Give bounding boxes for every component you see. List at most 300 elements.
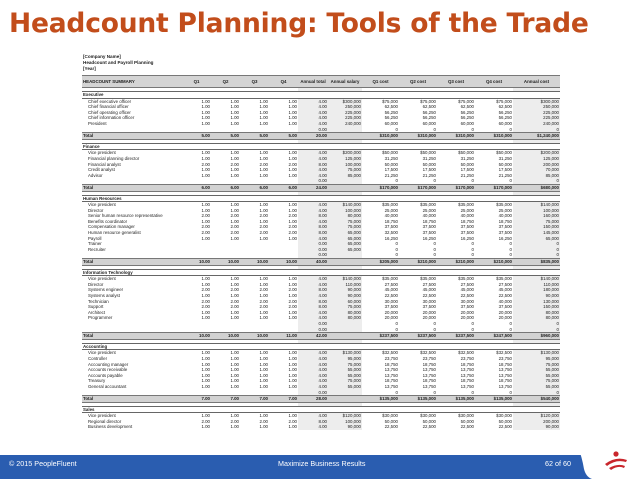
cell-annual-total: 4.00 <box>298 310 328 316</box>
cell-q4: 2.00 <box>288 304 297 310</box>
cell-q4-cost: 40,000 <box>498 213 512 219</box>
cell-annual-cost: 150,000 <box>513 304 560 310</box>
cell-q2: 1.00 <box>230 150 239 156</box>
cell-annual-salary: $120,000 <box>328 413 362 419</box>
cell-q3-cost: 22,500 <box>460 293 474 298</box>
column-header-annual-cost: Annual cost <box>513 76 560 88</box>
cell-annual-cost: 145,000 <box>513 230 560 236</box>
cell-annual-salary: 240,000 <box>328 121 362 127</box>
cell-q2-cost: 0 <box>433 246 436 252</box>
cell-annual-salary: 55,000 <box>328 373 362 379</box>
cell-q1: 2.00 <box>201 213 210 219</box>
cell-q1: 2.00 <box>201 418 210 424</box>
cell-q1-cost: 50,000 <box>384 418 398 424</box>
cell-q2-cost: 0 <box>433 126 436 132</box>
cell-q4-cost: 0 <box>509 178 512 184</box>
cell-annual-salary: 80,000 <box>328 213 362 219</box>
total-q3: 10.00 <box>240 259 269 266</box>
cell-q1-cost: 37,500 <box>384 304 398 310</box>
cell-annual-cost: 70,000 <box>513 167 560 173</box>
cell-q2: 1.00 <box>230 293 239 298</box>
cell-q1: 1.00 <box>201 367 210 373</box>
total-annual-total: 28.00 <box>298 396 328 403</box>
cell-role: Accounting manager <box>88 361 129 367</box>
cell-q1: 1.00 <box>201 172 210 178</box>
cell-role: Senior human resource representative <box>88 213 163 219</box>
cell-q4-cost: 50,000 <box>498 418 512 424</box>
cell-q2-cost: 18,750 <box>422 218 436 224</box>
cell-q1-cost: 25,000 <box>384 207 398 213</box>
cell-q2-cost: $32,500 <box>420 350 436 356</box>
cell-q2-cost: 56,250 <box>422 115 436 121</box>
cell-q4: 1.00 <box>288 367 297 373</box>
total-role: Total <box>82 333 182 340</box>
cell-q4: 1.00 <box>288 315 297 321</box>
cell-q2: 1.00 <box>230 367 239 373</box>
cell-annual-cost: $120,000 <box>513 413 560 419</box>
cell-role: Accounts payable <box>88 372 123 378</box>
cell-role: Systems analyst <box>88 293 120 298</box>
cell-q3-cost: 56,250 <box>460 109 474 115</box>
cell-annual-total: 4.00 <box>298 373 328 379</box>
cell-q2: 1.00 <box>230 235 239 241</box>
cell-q2-cost: 13,750 <box>422 383 436 389</box>
section-header-row <box>82 92 560 99</box>
cell-q1: 2.00 <box>201 298 210 304</box>
cell-annual-total: 4.00 <box>298 98 328 104</box>
cell-annual-salary: 95,000 <box>328 356 362 362</box>
cell-q3: 1.00 <box>259 172 268 178</box>
total-q1-cost: $310,000 <box>362 133 399 140</box>
cell-q1-cost: 60,000 <box>384 120 398 126</box>
section-name: Accounting <box>82 343 560 350</box>
cell-q3: 1.00 <box>259 372 268 378</box>
cell-q1: 2.00 <box>201 224 210 230</box>
cell-annual-salary: 85,000 <box>328 173 362 179</box>
total-q3: 10.00 <box>240 333 269 340</box>
cell-q3: 1.00 <box>259 109 268 115</box>
cell-annual-total: 4.00 <box>298 219 328 225</box>
column-header-q4: Q4 <box>269 76 298 88</box>
cell-q3-cost: 0 <box>471 178 474 184</box>
cell-annual-salary: $200,000 <box>328 150 362 156</box>
cell-annual-total: 4.00 <box>298 350 328 356</box>
cell-q4: 1.00 <box>288 309 297 315</box>
cell-annual-salary: 65,000 <box>328 247 362 253</box>
cell-q2-cost: 22,500 <box>422 424 436 430</box>
cell-q2-cost: 23,750 <box>422 355 436 361</box>
total-q3-cost: $170,000 <box>437 184 475 191</box>
cell-q1-cost: 37,500 <box>384 224 398 230</box>
cell-annual-salary: 60,000 <box>328 299 362 305</box>
cell-q3: 1.00 <box>259 115 268 121</box>
cell-q1: 2.00 <box>201 304 210 310</box>
cell-annual-total: 4.00 <box>298 276 328 282</box>
cell-q4-cost: 45,000 <box>498 287 512 293</box>
total-q1-cost: $135,000 <box>362 396 399 403</box>
headcount-table <box>82 75 560 430</box>
cell-q3-cost: 56,250 <box>460 115 474 121</box>
total-q4: 5.00 <box>269 133 298 140</box>
cell-q4-cost: 0 <box>509 246 512 252</box>
cell-q3: 2.00 <box>259 230 268 236</box>
section-header-row <box>82 269 560 276</box>
total-row <box>82 333 560 340</box>
total-role: Total <box>82 184 182 191</box>
cell-q3-cost: 25,000 <box>460 207 474 213</box>
cell-q1: 1.00 <box>201 167 210 173</box>
cell-annual-total: 4.00 <box>298 424 328 430</box>
cell-q1-cost: 0 <box>395 252 398 258</box>
cell-q2: 1.00 <box>230 172 239 178</box>
cell-role: General accountant <box>88 383 127 389</box>
total-role: Total <box>82 259 182 266</box>
column-header-role: HEADCOUNT SUMMARY <box>82 76 182 88</box>
cell-role: Vice president <box>88 150 116 156</box>
total-q2-cost: $237,500 <box>399 333 437 340</box>
total-q2-cost: $210,000 <box>399 259 437 266</box>
cell-q4-cost: 13,750 <box>498 383 512 389</box>
cell-q1: 1.00 <box>201 383 210 389</box>
cell-annual-total: 0.00 <box>298 127 328 133</box>
cell-q3: 1.00 <box>259 276 268 282</box>
cell-q2: 1.00 <box>230 120 239 126</box>
cell-q2-cost: 0 <box>433 252 436 258</box>
cell-q1-cost: 20,000 <box>384 315 398 321</box>
cell-annual-total: 4.00 <box>298 156 328 162</box>
cell-q4: 1.00 <box>288 104 297 110</box>
cell-q2-cost: 13,750 <box>422 367 436 373</box>
cell-q3-cost: 0 <box>471 320 474 326</box>
cell-annual-cost: $140,000 <box>513 202 560 208</box>
cell-q4-cost: $50,000 <box>496 150 512 156</box>
cell-q1: 1.00 <box>201 104 210 110</box>
cell-q1-cost: 32,500 <box>384 230 398 236</box>
cell-q3-cost: $75,000 <box>458 98 474 104</box>
cell-q4-cost: 23,750 <box>498 355 512 361</box>
cell-annual-cost: 75,000 <box>513 219 560 225</box>
cell-annual-total: 0.00 <box>298 247 328 253</box>
cell-q2: 1.00 <box>230 315 239 321</box>
cell-q4: 2.00 <box>288 230 297 236</box>
cell-q4: 1.00 <box>288 202 297 208</box>
cell-q4: 1.00 <box>288 155 297 161</box>
cell-q2-cost: 18,750 <box>422 378 436 384</box>
cell-q2-cost: 16,250 <box>422 235 436 241</box>
cell-q2-cost: 40,000 <box>422 213 436 219</box>
cell-annual-salary: 75,000 <box>328 219 362 225</box>
cell-q3-cost: 60,000 <box>460 120 474 126</box>
cell-q3: 1.00 <box>259 155 268 161</box>
cell-q3: 2.00 <box>259 161 268 167</box>
cell-annual-total: 8.00 <box>298 304 328 310</box>
cell-annual-cost: 80,000 <box>513 315 560 321</box>
cell-q1-cost: 18,750 <box>384 361 398 367</box>
cell-q1-cost: 0 <box>395 246 398 252</box>
total-row <box>82 184 560 191</box>
cell-q1: 1.00 <box>201 315 210 321</box>
cell-annual-cost: $200,000 <box>513 150 560 156</box>
cell-q1-cost: 50,000 <box>384 161 398 167</box>
cell-annual-cost: 90,000 <box>513 293 560 299</box>
cell-q2: 1.00 <box>230 424 239 430</box>
cell-q2-cost: 50,000 <box>422 161 436 167</box>
cell-q2: 1.00 <box>230 109 239 115</box>
page-number: 62 of 60 <box>545 459 571 468</box>
cell-annual-salary: 225,000 <box>328 110 362 116</box>
cell-role: Regional director <box>88 418 122 424</box>
cell-q2-cost: 45,000 <box>422 287 436 293</box>
cell-q4: 2.00 <box>288 298 297 304</box>
cell-annual-cost: 100,000 <box>513 208 560 214</box>
cell-annual-total: 0.00 <box>298 327 328 333</box>
cell-q3-cost: 17,500 <box>460 167 474 173</box>
cell-q1: 2.00 <box>201 161 210 167</box>
cell-q4-cost: $30,000 <box>496 413 512 419</box>
total-annual-cost: $1,240,000 <box>513 133 560 140</box>
cell-q4-cost: 13,750 <box>498 367 512 373</box>
cell-role: Financial analyst <box>88 161 121 167</box>
cell-q4-cost: 56,250 <box>498 109 512 115</box>
cell-q1-cost: 21,250 <box>384 172 398 178</box>
cell-q1: 1.00 <box>201 355 210 361</box>
cell-q1-cost: 56,250 <box>384 115 398 121</box>
total-q3-cost: $237,500 <box>437 333 475 340</box>
cell-q4-cost: 18,750 <box>498 218 512 224</box>
total-q3-cost: $210,000 <box>437 259 475 266</box>
cell-q4-cost: $75,000 <box>496 98 512 104</box>
total-q1: 7.00 <box>182 396 211 403</box>
cell-q2-cost: 27,500 <box>422 281 436 287</box>
cell-q2-cost: $35,000 <box>420 202 436 208</box>
table-row <box>82 424 560 430</box>
total-q2-cost: $170,000 <box>399 184 437 191</box>
cell-annual-total: 8.00 <box>298 213 328 219</box>
cell-annual-cost: 250,000 <box>513 104 560 110</box>
cell-role: President <box>88 120 107 126</box>
cell-q1-cost: 56,250 <box>384 109 398 115</box>
cell-annual-cost: 80,000 <box>513 310 560 316</box>
cell-q4-cost: 0 <box>509 326 512 332</box>
cell-role: Systems engineer <box>88 287 124 293</box>
cell-annual-cost: 180,000 <box>513 287 560 293</box>
cell-q1: 1.00 <box>201 361 210 367</box>
cell-annual-cost: 75,000 <box>513 362 560 368</box>
cell-role: Controller <box>88 355 108 361</box>
cell-annual-total: 4.00 <box>298 362 328 368</box>
cell-annual-cost: 0 <box>513 321 560 327</box>
cell-annual-salary: 65,000 <box>328 236 362 242</box>
cell-annual-total: 8.00 <box>298 287 328 293</box>
table-header-row <box>82 76 560 88</box>
cell-q4: 2.00 <box>288 287 297 293</box>
footer-tagline: Maximize Business Results <box>278 459 366 468</box>
cell-q3-cost: $35,000 <box>458 276 474 282</box>
cell-q4: 1.00 <box>288 355 297 361</box>
cell-q2-cost: 20,000 <box>422 309 436 315</box>
cell-q2-cost: 0 <box>433 241 436 247</box>
cell-annual-total: 4.00 <box>298 167 328 173</box>
cell-annual-total: 4.00 <box>298 356 328 362</box>
cell-annual-total: 4.00 <box>298 208 328 214</box>
cell-q3: 1.00 <box>259 355 268 361</box>
section-name: Finance <box>82 143 560 150</box>
cell-annual-salary: 65,000 <box>328 230 362 236</box>
cell-q1-cost: 0 <box>395 320 398 326</box>
cell-q2: 2.00 <box>230 213 239 219</box>
cell-q2: 1.00 <box>230 355 239 361</box>
cell-q3-cost: 0 <box>471 246 474 252</box>
cell-q4: 2.00 <box>288 213 297 219</box>
cell-q4: 1.00 <box>288 120 297 126</box>
cell-q4: 1.00 <box>288 281 297 287</box>
cell-annual-total: 4.00 <box>298 173 328 179</box>
total-annual-cost: $835,000 <box>513 259 560 266</box>
cell-annual-cost: 225,000 <box>513 115 560 121</box>
section-header-row <box>82 406 560 413</box>
cell-annual-salary: $130,000 <box>328 350 362 356</box>
total-row <box>82 259 560 266</box>
cell-q3: 1.00 <box>259 424 268 430</box>
cell-role: Payroll <box>88 235 102 241</box>
cell-annual-cost: 95,000 <box>513 356 560 362</box>
cell-q4-cost: 60,000 <box>498 120 512 126</box>
total-annual-cost: $680,000 <box>513 184 560 191</box>
cell-role: Compensation manager <box>88 224 135 230</box>
cell-q2-cost: 0 <box>433 389 436 395</box>
cell-q3-cost: 37,500 <box>460 224 474 230</box>
cell-q4-cost: 16,250 <box>498 235 512 241</box>
cell-q3-cost: $30,000 <box>458 413 474 419</box>
cell-role: Credit analyst <box>88 167 115 173</box>
total-role: Total <box>82 396 182 403</box>
cell-q1-cost: 13,750 <box>384 367 398 373</box>
column-header-annual-total: Annual total <box>298 76 328 88</box>
cell-annual-total: 4.00 <box>298 115 328 121</box>
cell-q1-cost: $32,500 <box>382 350 398 356</box>
cell-q3-cost: 27,500 <box>460 281 474 287</box>
cell-q4: 1.00 <box>288 378 297 384</box>
cell-annual-salary: 110,000 <box>328 282 362 288</box>
cell-q3-cost: 13,750 <box>460 367 474 373</box>
cell-q3-cost: 62,500 <box>460 104 474 110</box>
cell-q2: 1.00 <box>230 372 239 378</box>
cell-annual-cost: 0 <box>513 327 560 333</box>
total-q4-cost: $247,500 <box>475 333 513 340</box>
cell-annual-salary: 100,000 <box>328 162 362 168</box>
cell-q3: 1.00 <box>259 235 268 241</box>
cell-q2: 1.00 <box>230 104 239 110</box>
total-q4-cost: $310,000 <box>475 133 513 140</box>
total-q1-cost: $170,000 <box>362 184 399 191</box>
cell-annual-cost: 55,000 <box>513 384 560 390</box>
total-q2: 5.00 <box>211 133 240 140</box>
cell-q4: 1.00 <box>288 293 297 298</box>
cell-annual-cost: 0 <box>513 252 560 258</box>
cell-q1: 1.00 <box>201 109 210 115</box>
cell-q1-cost: 16,250 <box>384 235 398 241</box>
cell-q1-cost: $35,000 <box>382 202 398 208</box>
cell-q3-cost: 30,000 <box>460 298 474 304</box>
cell-annual-salary: 75,000 <box>328 378 362 384</box>
cell-annual-salary: 80,000 <box>328 310 362 316</box>
cell-q2-cost: $35,000 <box>420 276 436 282</box>
cell-q2: 2.00 <box>230 224 239 230</box>
sheet-year: [Year] <box>83 66 96 71</box>
cell-annual-total: 4.00 <box>298 384 328 390</box>
cell-q4: 1.00 <box>288 235 297 241</box>
cell-q4-cost: $32,500 <box>496 350 512 356</box>
total-annual-salary <box>328 333 362 340</box>
cell-q2-cost: 50,000 <box>422 418 436 424</box>
cell-q4: 1.00 <box>288 383 297 389</box>
cell-q3: 2.00 <box>259 298 268 304</box>
cell-q1: 2.00 <box>201 230 210 236</box>
total-q3: 5.00 <box>240 133 269 140</box>
cell-q3-cost: 16,250 <box>460 235 474 241</box>
cell-annual-total: 0.00 <box>298 390 328 396</box>
cell-annual-total: 4.00 <box>298 236 328 242</box>
cell-role: Business development <box>88 424 133 430</box>
cell-annual-total: 4.00 <box>298 150 328 156</box>
cell-q1-cost: $30,000 <box>382 413 398 419</box>
column-header-q2: Q2 <box>211 76 240 88</box>
cell-q4-cost: 20,000 <box>498 309 512 315</box>
cell-q4-cost: 37,500 <box>498 304 512 310</box>
cell-q2: 1.00 <box>230 413 239 419</box>
cell-q1: 1.00 <box>201 309 210 315</box>
cell-q3-cost: $50,000 <box>458 150 474 156</box>
cell-role: Chief financial officer <box>88 104 129 110</box>
cell-role: Recruiter <box>88 246 106 252</box>
cell-annual-salary: 75,000 <box>328 167 362 173</box>
cell-q3: 1.00 <box>259 315 268 321</box>
cell-q2: 1.00 <box>230 281 239 287</box>
total-q2-cost: $310,000 <box>399 133 437 140</box>
cell-annual-salary: 225,000 <box>328 115 362 121</box>
column-header-q1-cost: Q1 cost <box>362 76 399 88</box>
cell-q4: 1.00 <box>288 372 297 378</box>
column-header-q1: Q1 <box>182 76 211 88</box>
total-q1: 6.00 <box>182 184 211 191</box>
footer-bar <box>0 455 638 479</box>
cell-role: Vice president <box>88 350 116 356</box>
cell-role: Treasury <box>88 378 106 384</box>
cell-q3-cost: 18,750 <box>460 378 474 384</box>
cell-q1-cost: 13,750 <box>384 383 398 389</box>
total-q3: 7.00 <box>240 396 269 403</box>
cell-q1-cost: 0 <box>395 126 398 132</box>
cell-annual-cost: 0 <box>513 247 560 253</box>
cell-q4-cost: 22,500 <box>498 293 512 298</box>
cell-annual-cost: 0 <box>513 178 560 184</box>
cell-q3: 1.00 <box>259 281 268 287</box>
cell-annual-salary: 100,000 <box>328 419 362 425</box>
cell-annual-cost: 65,000 <box>513 236 560 242</box>
total-annual-total: 24.00 <box>298 184 328 191</box>
total-role: Total <box>82 133 182 140</box>
total-q1: 10.00 <box>182 259 211 266</box>
cell-q1-cost: 22,500 <box>384 424 398 430</box>
cell-role: Vice president <box>88 413 116 419</box>
cell-q4: 1.00 <box>288 218 297 224</box>
cell-q2: 1.00 <box>230 98 239 104</box>
cell-annual-total: 4.00 <box>298 293 328 299</box>
cell-q3: 2.00 <box>259 287 268 293</box>
cell-q2: 2.00 <box>230 418 239 424</box>
total-q4: 11.00 <box>269 333 298 340</box>
section-name: Information Technology <box>82 269 560 276</box>
